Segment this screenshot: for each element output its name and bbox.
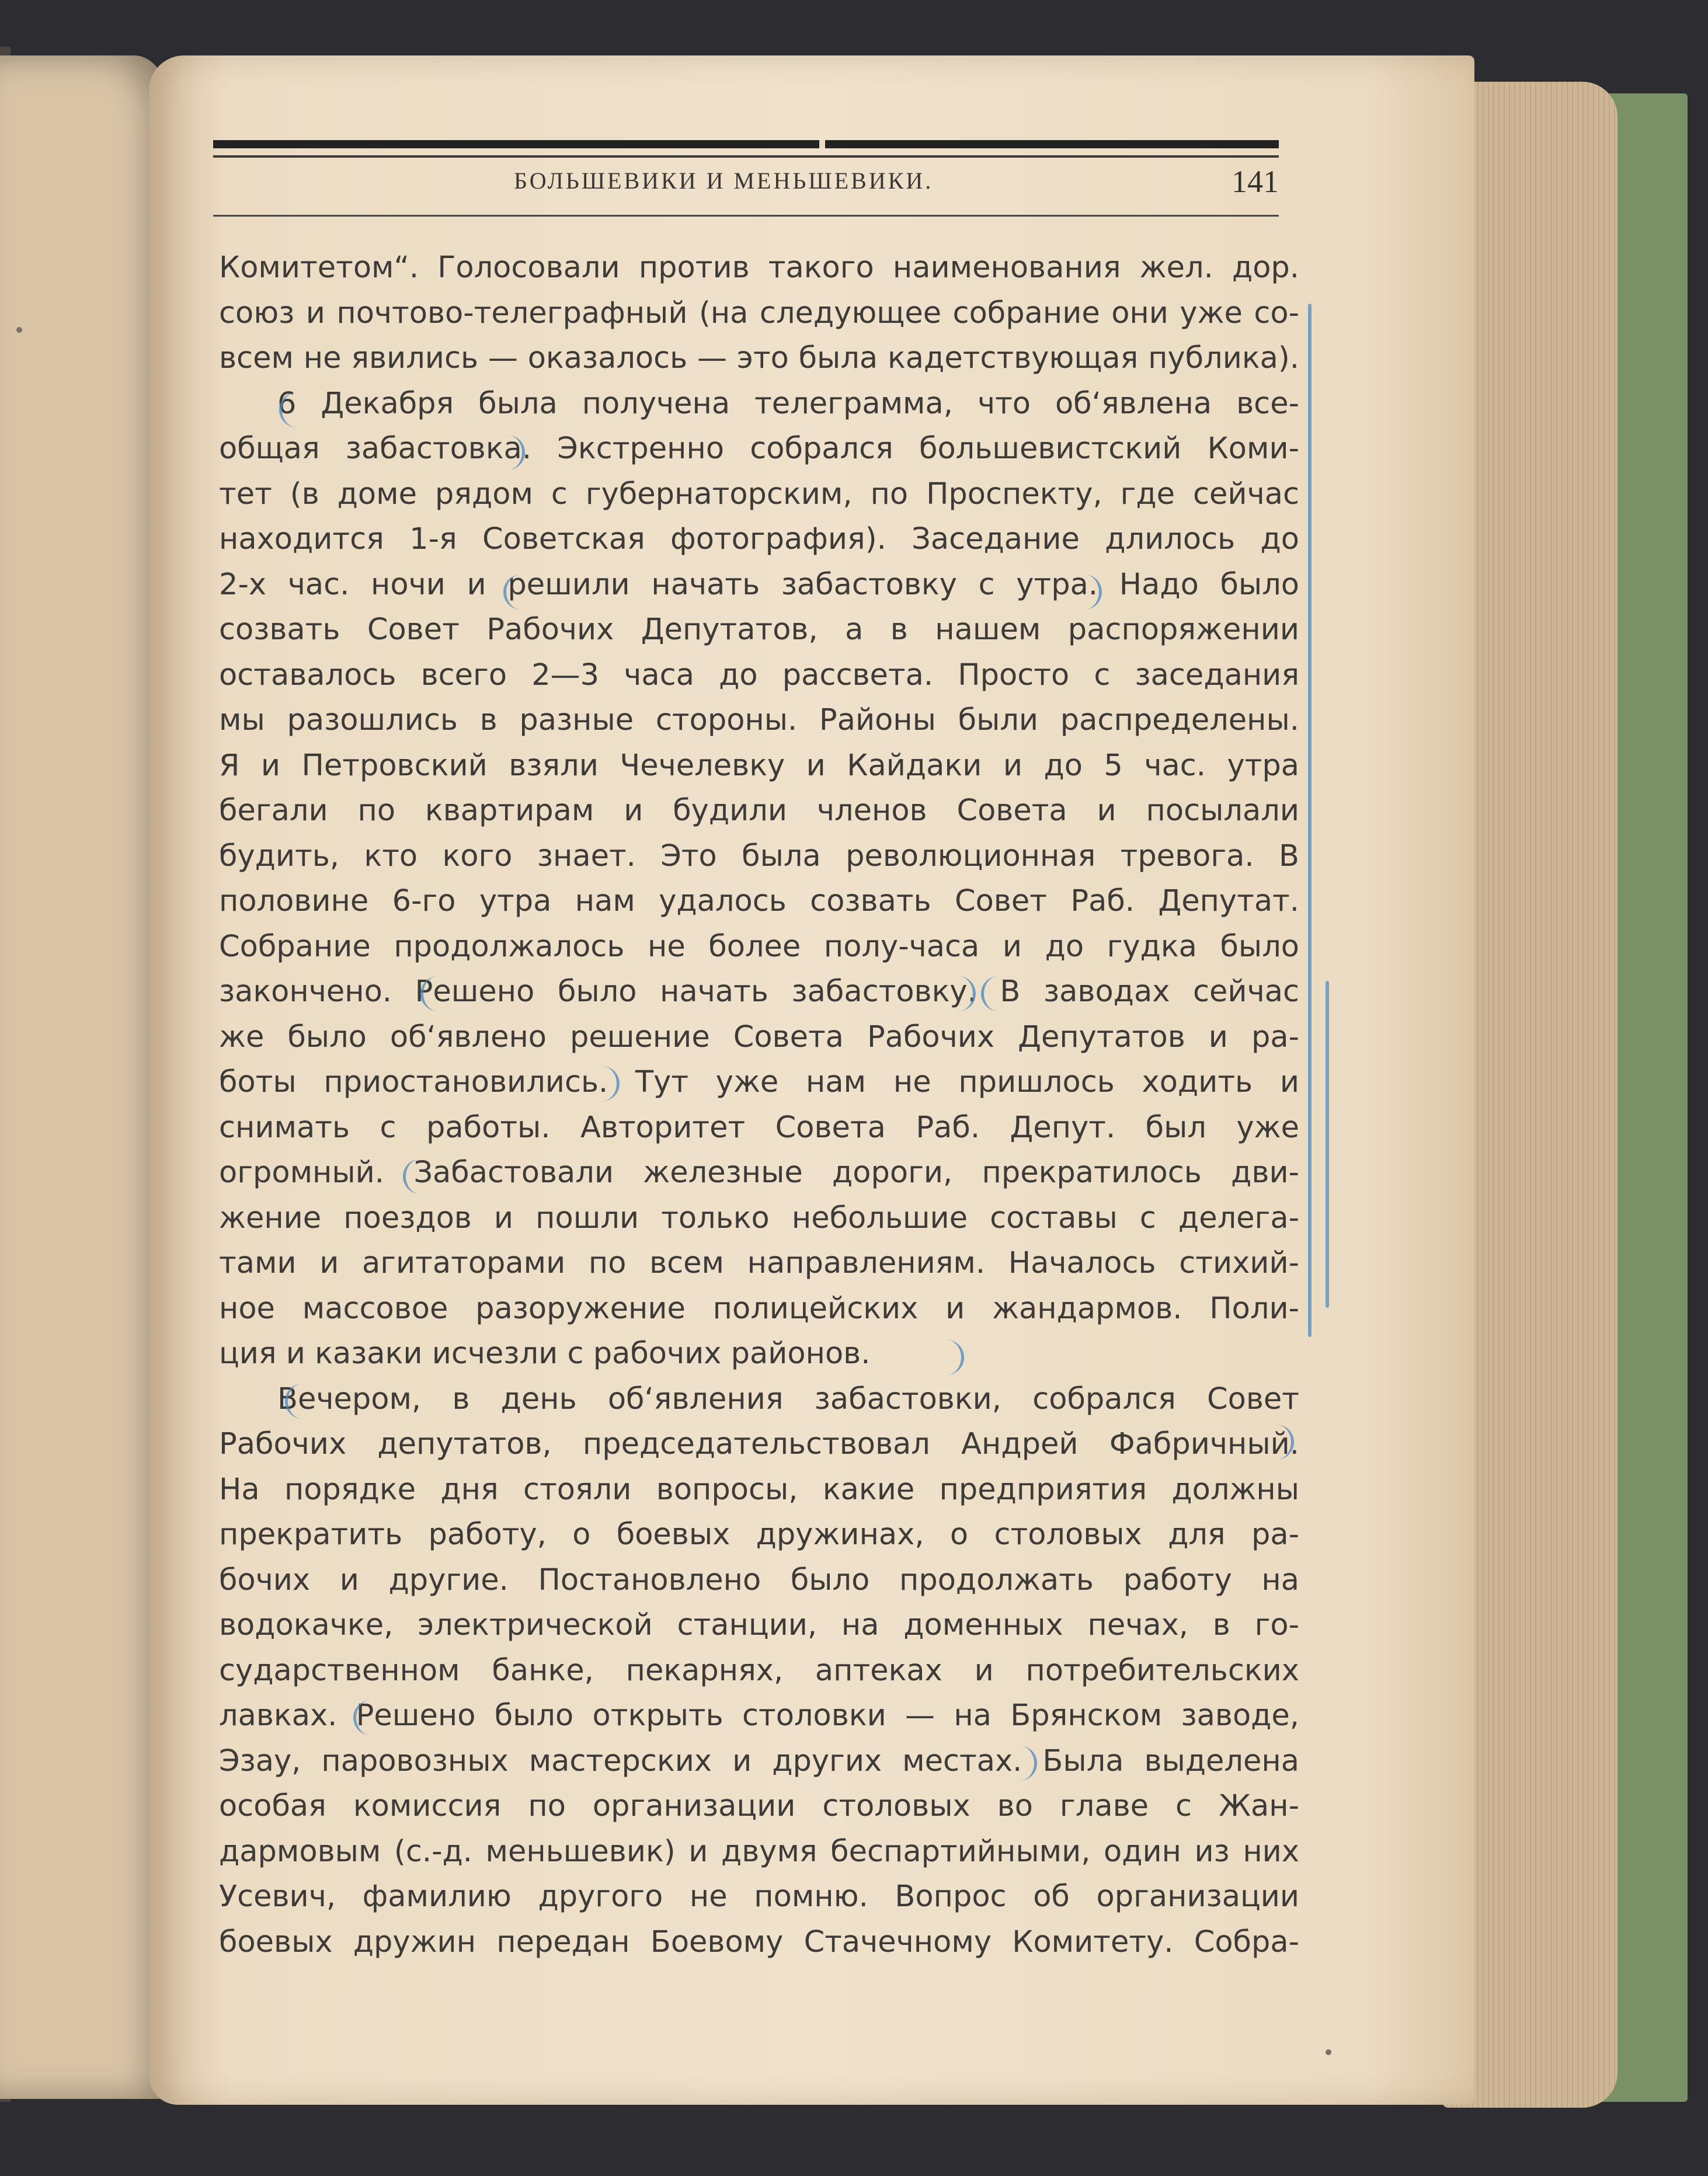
text-line: ция и казаки исчезли с рабочих районов. xyxy=(219,1336,871,1371)
text-line: Рабочих депутатов, председательствовал Андрей Фабричный. xyxy=(219,1427,1299,1461)
text-line: прекратить работу, о боевых дружинах, о столовых для ра- xyxy=(219,1517,1299,1552)
text-line: мы разошлись в разные стороны. Районы были распределены. xyxy=(219,703,1299,737)
text-line: жение поездов и пошли только небольшие составы с делега- xyxy=(219,1200,1299,1235)
text-line: тами и агитаторами по всем направлениям. Началось стихий- xyxy=(219,1246,1299,1280)
text-line: огромный. Забастовали железные дороги, прекратилось дви- xyxy=(219,1155,1299,1190)
speck xyxy=(16,327,22,333)
speck xyxy=(1326,2049,1331,2055)
text-line: 2-х час. ночи и решили начать забастовку с утра. Надо было xyxy=(219,567,1299,602)
header-bottom-rule xyxy=(213,215,1279,217)
text-line: дармовым (с.-д. меньшевик) и двумя беспартийными, один из них xyxy=(219,1834,1299,1869)
text-line: Эзау, паровозных мастерских и других местах. Была выделена xyxy=(219,1743,1299,1778)
margin-pencil-line xyxy=(1308,304,1312,1337)
text-line: половине 6-го утра нам удалось созвать Совет Раб. Депутат. xyxy=(219,884,1299,918)
text-line: созвать Совет Рабочих Депутатов, а в нашем распоряжении xyxy=(219,612,1299,647)
text-line: ное массовое разоружение полицейских и жандармов. Поли- xyxy=(219,1291,1299,1326)
text-line: бегали по квартирам и будили членов Совета и посылали xyxy=(219,793,1299,828)
text-line: Собрание продолжалось не более полу-часа и до гудка было xyxy=(219,929,1299,964)
margin-pencil-line xyxy=(1326,981,1329,1308)
text-line: закончено. Решено было начать забастовку. В заводах сейчас xyxy=(219,974,1299,1009)
text-line: Я и Петровский взяли Чечелевку и Кайдаки и до 5 час. утра xyxy=(219,748,1299,783)
text-line: 6 Декабря была получена телеграмма, что об‘явлена все- xyxy=(277,386,1299,421)
body-text xyxy=(219,245,1299,1965)
text-line: боты приостановились. Тут уже нам не пришлось ходить и xyxy=(219,1065,1299,1099)
running-title: БОЛЬШЕВИКИ И МЕНЬШЕВИКИ. xyxy=(514,168,934,194)
text-line: Усевич, фамилию другого не помню. Вопрос об организации xyxy=(219,1879,1299,1914)
text-line: будить, кто кого знает. Это была революционная тревога. В xyxy=(219,838,1299,873)
text-line: находится 1-я Советская фотография). Заседание длилось до xyxy=(219,522,1299,556)
text-line: боевых дружин передан Боевому Стачечному Комитету. Собра- xyxy=(219,1924,1299,1959)
text-line: же было об‘явлено решение Совета Рабочих Депутатов и ра- xyxy=(219,1019,1299,1054)
text-line: оставалось всего 2—3 часа до рассвета. Просто с заседания xyxy=(219,657,1299,692)
text-line: бочих и другие. Постановлено было продолжать работу на xyxy=(219,1562,1299,1597)
header-double-rule xyxy=(213,140,1279,148)
header-thin-rule xyxy=(213,155,1279,158)
text-line: снимать с работы. Авторитет Совета Раб. Депут. был уже xyxy=(219,1110,1299,1145)
text-line: особая комиссия по организации столовых во главе с Жан- xyxy=(219,1789,1299,1823)
text-line: общая забастовка. Экстренно собрался большевистский Коми- xyxy=(219,431,1299,466)
text-line: лавках. Решено было открыть столовки — на Брянском заводе, xyxy=(219,1698,1299,1733)
text-line: Комитетом“. Голосовали против такого наименования жел. дор. xyxy=(219,250,1299,285)
text-line: Вечером, в день об‘явления забастовки, собрался Совет xyxy=(277,1381,1299,1416)
text-line: водокачке, электрической станции, на доменных печах, в го- xyxy=(219,1608,1299,1642)
page-number: 141 xyxy=(1232,164,1279,199)
text-line: На порядке дня стояли вопросы, какие предприятия должны xyxy=(219,1472,1299,1507)
text-line: тет (в доме рядом с губернаторским, по Проспекту, где сейчас xyxy=(219,476,1299,511)
text-line: всем не явились — оказалось — это была кадетствующая публика). xyxy=(219,341,1299,375)
text-line: сударственном банке, пекарнях, аптеках и потребительских xyxy=(219,1653,1299,1688)
text-line: союз и почтово-телеграфный (на следующее собрание они уже со- xyxy=(219,295,1299,330)
